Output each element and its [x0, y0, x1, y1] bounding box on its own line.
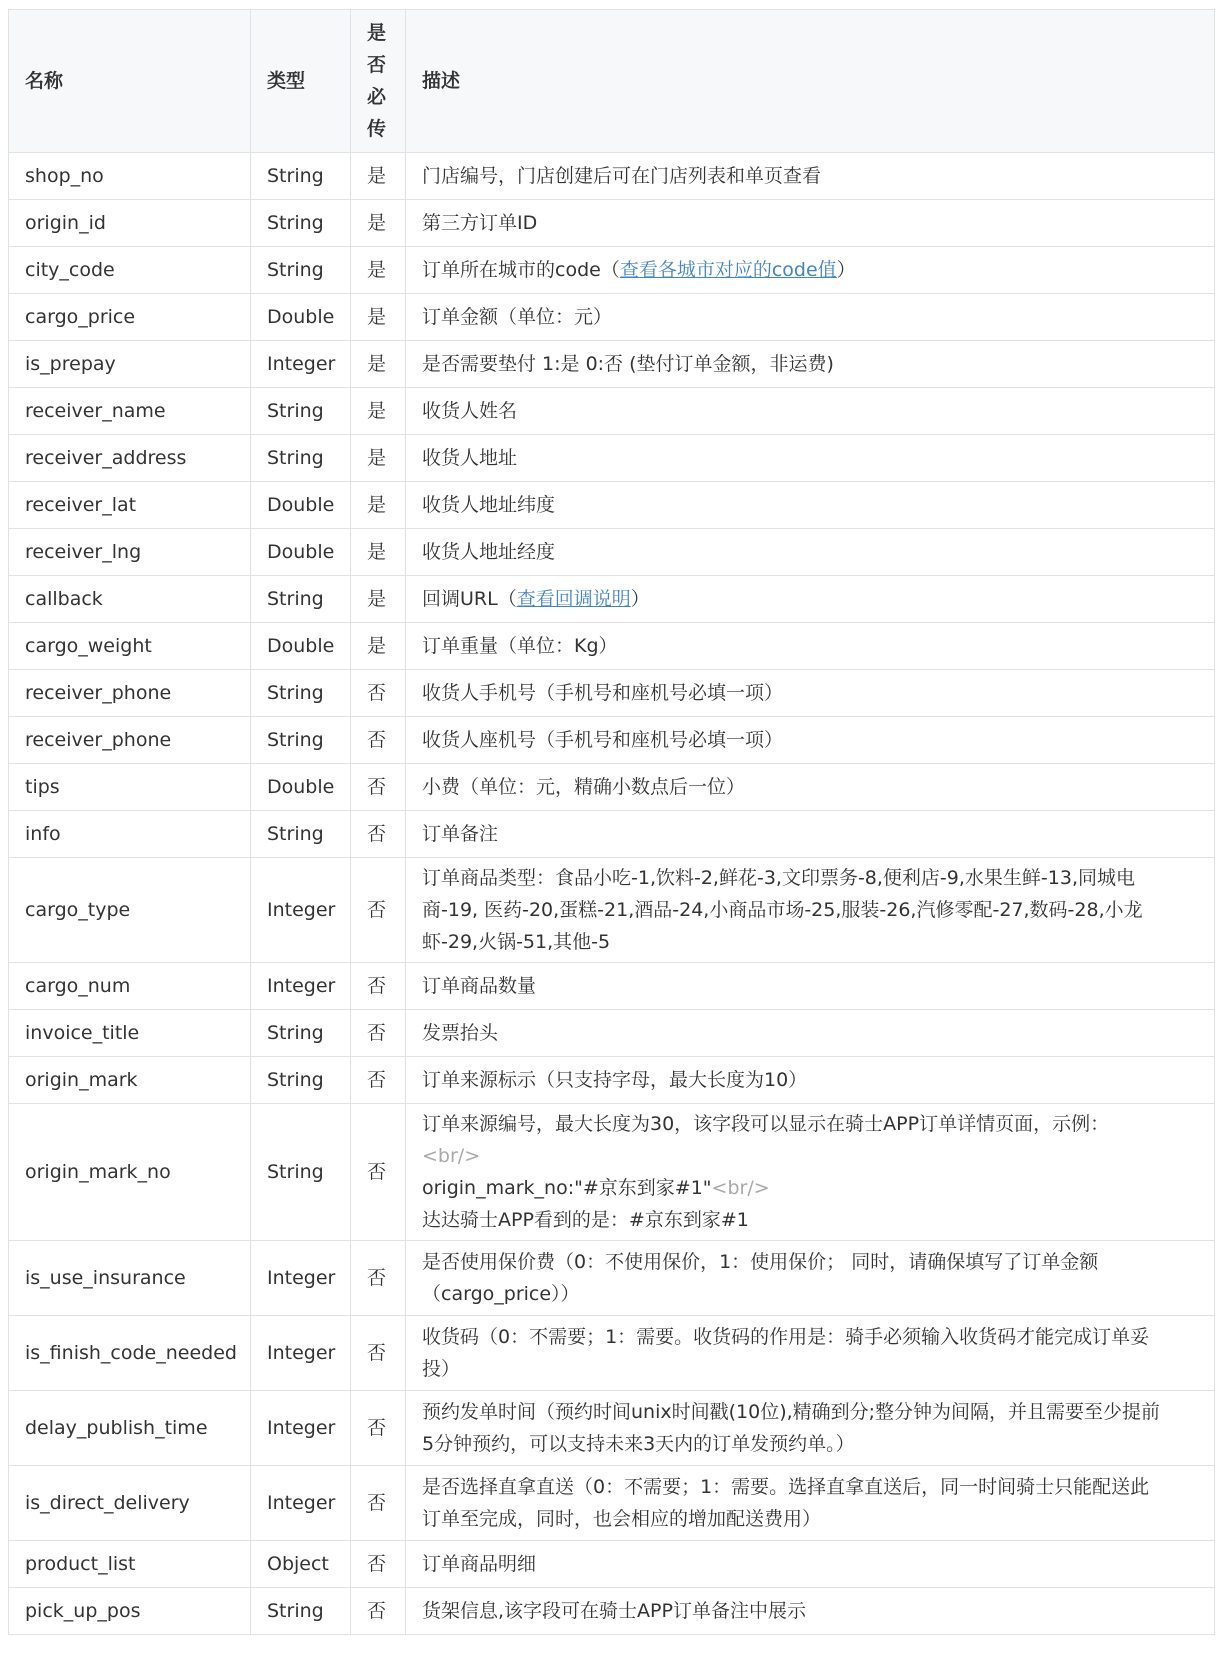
param-name-cell: origin_id [9, 200, 251, 247]
description-line: （cargo_price）） [422, 1283, 580, 1305]
param-description-cell [406, 247, 1215, 294]
param-name-cell: is_finish_code_needed [9, 1316, 251, 1391]
header-description: 描述 [406, 10, 1215, 153]
param-description-cell [406, 388, 1215, 435]
param-name-cell: invoice_title [9, 1010, 251, 1057]
param-name-cell: product_list [9, 1541, 251, 1588]
description-line: 预约发单时间（预约时间unix时间戳(10位),精确到分;整分钟为间隔，并且需要至少提前 [422, 1401, 1161, 1423]
param-description-cell [406, 153, 1215, 200]
table-row [9, 482, 1215, 529]
description-line: 虾-29,火锅-51,其他-5 [422, 931, 611, 953]
table-body [9, 153, 1215, 1635]
table-row [9, 1010, 1215, 1057]
param-type-cell: String [251, 388, 351, 435]
table-row [9, 341, 1215, 388]
table-row [9, 294, 1215, 341]
param-required-cell: 否 [351, 1541, 406, 1588]
param-type-cell: String [251, 1057, 351, 1104]
param-type-cell: String [251, 1104, 351, 1241]
param-type-cell: String [251, 576, 351, 623]
param-description-cell [406, 1057, 1215, 1104]
param-name-cell: receiver_address [9, 435, 251, 482]
description-line: 收货码（0：不需要；1：需要。收货码的作用是：骑手必须输入收货码才能完成订单妥 [422, 1326, 1150, 1348]
description-line: 发票抬头 [422, 1022, 499, 1044]
param-type-cell: Integer [251, 1241, 351, 1316]
param-description-cell [406, 435, 1215, 482]
param-required-cell: 否 [351, 963, 406, 1010]
param-name-cell: shop_no [9, 153, 251, 200]
table-row [9, 1466, 1215, 1541]
header-row [9, 10, 1215, 153]
description-line: 订单商品数量 [422, 975, 537, 997]
param-name-cell: receiver_phone [9, 670, 251, 717]
param-required-cell: 是 [351, 294, 406, 341]
header-required-char: 是 [367, 22, 387, 44]
param-type-cell: Double [251, 294, 351, 341]
param-type-cell: String [251, 247, 351, 294]
param-description-cell [406, 1391, 1215, 1466]
table-row [9, 1241, 1215, 1316]
param-required-cell: 是 [351, 200, 406, 247]
description-prefix: 回调URL（ [422, 588, 517, 610]
param-name-cell: is_prepay [9, 341, 251, 388]
param-required-cell: 否 [351, 811, 406, 858]
param-name-cell: is_use_insurance [9, 1241, 251, 1316]
param-type-cell: Object [251, 1541, 351, 1588]
description-link[interactable]: 查看回调说明 [516, 588, 631, 610]
param-required-cell: 否 [351, 1391, 406, 1466]
param-required-cell: 是 [351, 388, 406, 435]
description-line [422, 1172, 1198, 1204]
param-type-cell: String [251, 435, 351, 482]
description-line: 投） [422, 1358, 461, 1380]
description-line [422, 1204, 1198, 1236]
description-line: 收货人手机号（手机号和座机号必填一项） [422, 682, 784, 704]
param-description-cell [406, 1241, 1215, 1316]
description-line: 订单金额（单位：元） [422, 306, 613, 328]
table-row [9, 1057, 1215, 1104]
param-type-cell: Double [251, 764, 351, 811]
description-line: 商-19, 医药-20,蛋糕-21,酒品-24,小商品市场-25,服装-26,汽修零配-27,数码-28,小龙 [422, 899, 1143, 921]
param-description-cell [406, 482, 1215, 529]
param-name-cell: receiver_lng [9, 529, 251, 576]
description-line: 订单备注 [422, 823, 499, 845]
param-name-cell: cargo_type [9, 858, 251, 963]
param-required-cell: 是 [351, 247, 406, 294]
table-row [9, 670, 1215, 717]
param-required-cell: 是 [351, 576, 406, 623]
param-type-cell: Integer [251, 1391, 351, 1466]
description-prefix: 订单所在城市的code（ [422, 259, 620, 281]
param-description-cell [406, 717, 1215, 764]
param-type-cell: Double [251, 482, 351, 529]
param-description-cell [406, 1541, 1215, 1588]
table-row [9, 529, 1215, 576]
table-row [9, 623, 1215, 670]
param-description-cell [406, 294, 1215, 341]
param-name-cell: receiver_name [9, 388, 251, 435]
description-line: 门店编号，门店创建后可在门店列表和单页查看 [422, 165, 822, 187]
param-name-cell: origin_mark [9, 1057, 251, 1104]
param-name-cell: cargo_num [9, 963, 251, 1010]
param-name-cell: pick_up_pos [9, 1588, 251, 1635]
description-line: 是否使用保价费（0：不使用保价，1：使用保价； 同时，请确保填写了订单金额 [422, 1251, 1099, 1273]
description-line: 收货人地址纬度 [422, 494, 556, 516]
param-required-cell: 否 [351, 858, 406, 963]
description-text: origin_mark_no:"#京东到家#1" [422, 1177, 712, 1199]
header-name: 名称 [9, 10, 251, 153]
table-row [9, 963, 1215, 1010]
description-line: 是否需要垫付 1:是 0:否 (垫付订单金额，非运费) [422, 353, 834, 375]
description-suffix: ） [836, 259, 856, 281]
description-line: 订单商品类型：食品小吃-1,饮料-2,鲜花-3,文印票务-8,便利店-9,水果生鲜-13,同城电 [422, 867, 1135, 889]
param-name-cell: cargo_weight [9, 623, 251, 670]
table-row [9, 811, 1215, 858]
param-description-cell [406, 200, 1215, 247]
description-line: 第三方订单ID [422, 212, 538, 234]
param-name-cell: receiver_lat [9, 482, 251, 529]
table-row [9, 435, 1215, 482]
param-required-cell: 否 [351, 764, 406, 811]
param-name-cell: is_direct_delivery [9, 1466, 251, 1541]
description-line: 收货人地址经度 [422, 541, 556, 563]
description-line: 小费（单位：元，精确小数点后一位） [422, 776, 746, 798]
header-required-char: 必 [367, 86, 387, 108]
param-description-cell [406, 811, 1215, 858]
param-type-cell: String [251, 1010, 351, 1057]
description-line: 收货人姓名 [422, 400, 518, 422]
param-required-cell: 是 [351, 529, 406, 576]
param-type-cell: String [251, 670, 351, 717]
param-description-cell [406, 623, 1215, 670]
table-row [9, 717, 1215, 764]
table-row [9, 1316, 1215, 1391]
header-required-char: 传 [367, 118, 387, 140]
description-line: 货架信息,该字段可在骑士APP订单备注中展示 [422, 1600, 806, 1622]
param-description-cell [406, 963, 1215, 1010]
description-text: 订单来源编号，最大长度为30，该字段可以显示在骑士APP订单详情页面，示例： [422, 1113, 1110, 1135]
param-type-cell: String [251, 153, 351, 200]
description-text: 达达骑士APP看到的是：#京东到家#1 [422, 1209, 749, 1231]
description-line: 5分钟预约，可以支持未来3天内的订单发预约单。） [422, 1433, 855, 1455]
param-required-cell: 否 [351, 1316, 406, 1391]
param-description-cell [406, 1316, 1215, 1391]
table-header [9, 10, 1215, 153]
html-tag-text: <br/> [422, 1145, 481, 1167]
table-row [9, 1541, 1215, 1588]
param-type-cell: String [251, 200, 351, 247]
description-line: 收货人地址 [422, 447, 518, 469]
table-row [9, 576, 1215, 623]
description-line: 订单重量（单位：Kg） [422, 635, 618, 657]
param-required-cell: 是 [351, 153, 406, 200]
table-row [9, 247, 1215, 294]
param-required-cell: 否 [351, 670, 406, 717]
description-line: 订单商品明细 [422, 1553, 537, 1575]
param-type-cell: Integer [251, 1316, 351, 1391]
description-line [422, 1140, 1198, 1172]
param-required-cell: 否 [351, 1010, 406, 1057]
param-required-cell: 否 [351, 1104, 406, 1241]
param-description-cell [406, 1466, 1215, 1541]
table-row [9, 388, 1215, 435]
param-name-cell: receiver_phone [9, 717, 251, 764]
param-name-cell: info [9, 811, 251, 858]
param-type-cell: Integer [251, 341, 351, 388]
param-description-cell [406, 341, 1215, 388]
param-description-cell [406, 529, 1215, 576]
description-line: 是否选择直拿直送（0：不需要；1：需要。选择直拿直送后，同一时间骑士只能配送此 [422, 1476, 1150, 1498]
param-description-cell [406, 1588, 1215, 1635]
table-row [9, 1104, 1215, 1241]
param-required-cell: 否 [351, 1057, 406, 1104]
description-line: 收货人座机号（手机号和座机号必填一项） [422, 729, 784, 751]
param-required-cell: 是 [351, 341, 406, 388]
param-name-cell: origin_mark_no [9, 1104, 251, 1241]
param-description-cell [406, 576, 1215, 623]
param-description-cell [406, 1010, 1215, 1057]
param-required-cell: 是 [351, 482, 406, 529]
description-suffix: ） [630, 588, 650, 610]
description-line: 订单来源标示（只支持字母，最大长度为10） [422, 1069, 808, 1091]
param-required-cell: 否 [351, 1241, 406, 1316]
param-description-cell [406, 764, 1215, 811]
table-row [9, 1588, 1215, 1635]
description-line: 订单至完成，同时，也会相应的增加配送费用） [422, 1508, 822, 1530]
header-required [351, 10, 406, 153]
param-type-cell: Integer [251, 858, 351, 963]
params-table-wrapper [8, 9, 1214, 1635]
param-name-cell: cargo_price [9, 294, 251, 341]
param-required-cell: 否 [351, 717, 406, 764]
param-name-cell: city_code [9, 247, 251, 294]
table-row [9, 764, 1215, 811]
param-required-cell: 是 [351, 435, 406, 482]
header-type: 类型 [251, 10, 351, 153]
table-row [9, 1391, 1215, 1466]
param-name-cell: callback [9, 576, 251, 623]
params-table [8, 9, 1215, 1635]
param-description-cell [406, 858, 1215, 963]
param-name-cell: delay_publish_time [9, 1391, 251, 1466]
param-type-cell: String [251, 717, 351, 764]
param-name-cell: tips [9, 764, 251, 811]
param-type-cell: Double [251, 529, 351, 576]
param-type-cell: Integer [251, 963, 351, 1010]
param-description-cell [406, 1104, 1215, 1241]
table-row [9, 858, 1215, 963]
description-line [422, 1108, 1198, 1140]
param-type-cell: Double [251, 623, 351, 670]
param-type-cell: Integer [251, 1466, 351, 1541]
param-description-cell [406, 670, 1215, 717]
html-tag-text: <br/> [711, 1177, 770, 1199]
param-type-cell: String [251, 1588, 351, 1635]
param-required-cell: 否 [351, 1466, 406, 1541]
param-required-cell: 是 [351, 623, 406, 670]
param-required-cell: 否 [351, 1588, 406, 1635]
table-row [9, 200, 1215, 247]
header-required-char: 否 [367, 54, 387, 76]
table-row [9, 153, 1215, 200]
param-type-cell: String [251, 811, 351, 858]
description-link[interactable]: 查看各城市对应的code值 [619, 259, 837, 281]
